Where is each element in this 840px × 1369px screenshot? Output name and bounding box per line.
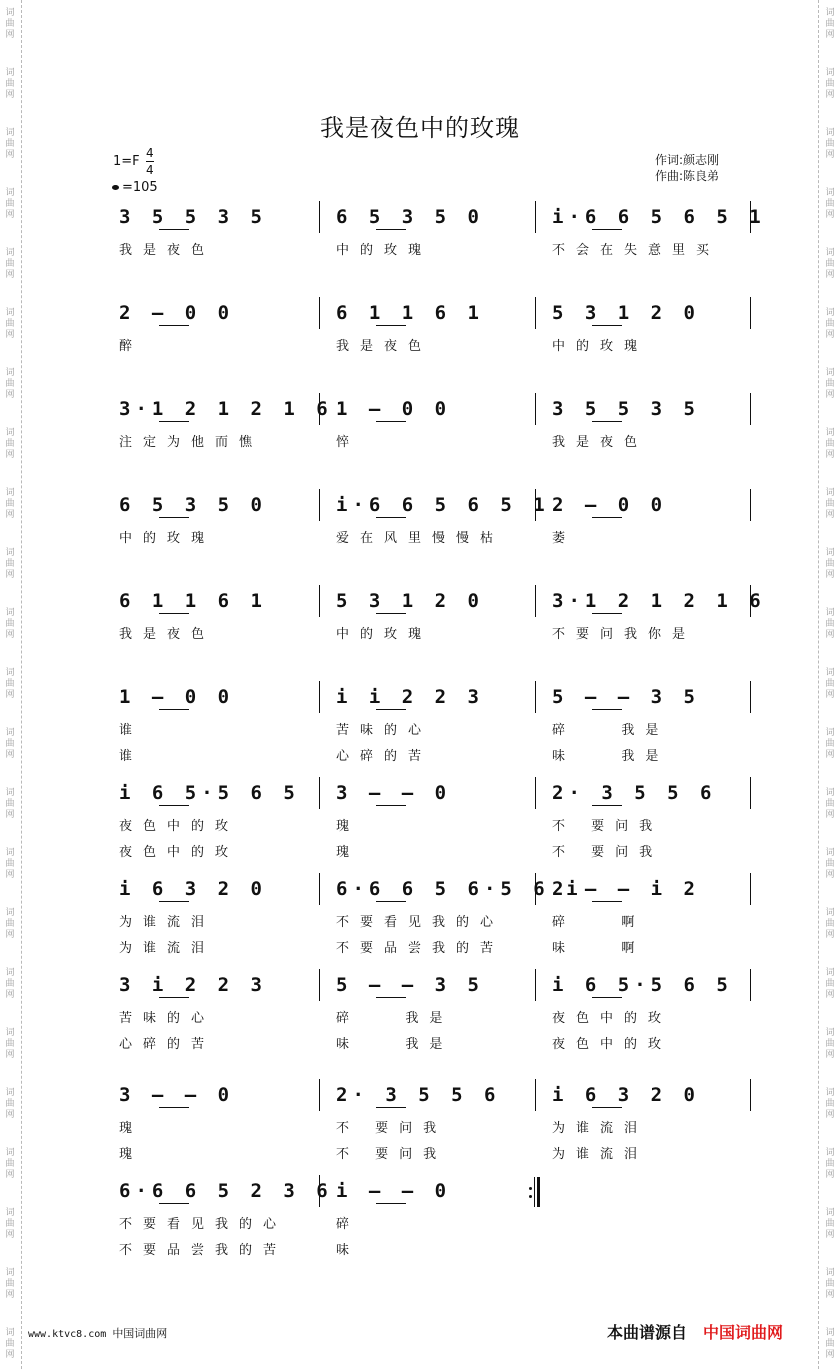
barline — [319, 681, 320, 713]
measure-notes: 5 3 1 2 0 — [552, 302, 700, 324]
lyric-line-1: 夜色中的玫 — [119, 819, 240, 834]
watermark-text: 词曲网 — [825, 788, 835, 820]
watermark-text: 词曲网 — [825, 248, 835, 280]
lyric-line-1: 中的玫瑰 — [336, 243, 433, 258]
barline — [535, 681, 536, 713]
barline — [319, 585, 320, 617]
beam-underline — [376, 1203, 406, 1204]
measure-notes: i 6 3 2 0 — [552, 1084, 700, 1106]
lyric-line-1: 碎 我是 — [552, 723, 670, 738]
measure-notes: 6 5 3 5 0 — [119, 494, 267, 516]
watermark-text: 词曲网 — [5, 1028, 15, 1060]
measure-notes: 6 1 1 6 1 — [336, 302, 484, 324]
beam-underline — [376, 709, 406, 710]
lyric-line-1: 夜色中的玫 — [552, 1011, 673, 1026]
tempo-marking — [112, 180, 158, 195]
measure-notes: i — — 0 — [336, 1180, 452, 1202]
watermark-text: 词曲网 — [825, 1208, 835, 1240]
measure-notes: 3 — — 0 — [336, 782, 452, 804]
beam-underline — [159, 421, 189, 422]
barline — [319, 489, 320, 521]
watermark-text: 词曲网 — [825, 188, 835, 220]
watermark-text: 词曲网 — [825, 308, 835, 340]
beam-underline — [592, 709, 622, 710]
measure-notes: 3·1 2 1 2 1 6 — [552, 590, 766, 612]
lyric-line-1: 瑰 — [119, 1121, 144, 1136]
lyric-line-2: 不要品尝我的苦 — [119, 1243, 288, 1258]
watermark-text: 词曲网 — [825, 608, 835, 640]
watermark-text: 词曲网 — [5, 8, 15, 40]
barline — [535, 489, 536, 521]
measure-notes: 6 5 3 5 0 — [336, 206, 484, 228]
watermark-text: 词曲网 — [5, 188, 15, 220]
barline — [750, 393, 751, 425]
watermark-text: 词曲网 — [5, 728, 15, 760]
lyric-line-1: 我是夜色 — [552, 435, 649, 450]
footer-brand: 中国词曲网 — [703, 1323, 784, 1342]
beam-underline — [376, 901, 406, 902]
meter-bottom: 4 — [146, 163, 154, 177]
repeat-end-barline — [529, 1177, 539, 1207]
beam-underline — [592, 997, 622, 998]
measure-notes: 3 i 2 2 3 — [119, 974, 267, 996]
watermark-text: 词曲网 — [5, 1208, 15, 1240]
measure-notes: 5 — — 3 5 — [336, 974, 484, 996]
barline — [535, 969, 536, 1001]
measure-notes: 2 — 0 0 — [552, 494, 668, 516]
beam-underline — [159, 1107, 189, 1108]
barline — [535, 297, 536, 329]
beam-underline — [159, 325, 189, 326]
lyric-line-1: 碎 — [336, 1217, 361, 1232]
measure-notes: i·6 6 5 6 5 1 — [552, 206, 766, 228]
lyric-line-1: 为谁流泪 — [552, 1121, 649, 1136]
barline — [750, 681, 751, 713]
beam-underline — [376, 229, 406, 230]
beam-underline — [592, 325, 622, 326]
song-title: 我是夜色中的玫瑰 — [320, 114, 520, 142]
lyric-line-1: 中的玫瑰 — [336, 627, 433, 642]
footer-source — [607, 1320, 783, 1343]
barline — [750, 969, 751, 1001]
watermark-text: 词曲网 — [5, 308, 15, 340]
measure-notes: i 6 5·5 6 5 — [552, 974, 733, 996]
beam-underline — [376, 805, 406, 806]
watermark-text: 词曲网 — [5, 428, 15, 460]
barline — [319, 297, 320, 329]
watermark-text: 词曲网 — [825, 1328, 835, 1360]
watermark-text: 词曲网 — [825, 8, 835, 40]
lyric-line-2: 瑰 — [119, 1147, 144, 1162]
barline — [319, 873, 320, 905]
measure-notes: i 6 3 2 0 — [119, 878, 267, 900]
beam-underline — [376, 421, 406, 422]
beam-underline — [376, 1107, 406, 1108]
beam-underline — [592, 229, 622, 230]
watermark-text: 词曲网 — [5, 1088, 15, 1120]
beam-underline — [159, 229, 189, 230]
watermark-text: 词曲网 — [825, 368, 835, 400]
lyric-line-1: 苦味的心 — [336, 723, 433, 738]
barline — [535, 873, 536, 905]
footer-site-info — [28, 1325, 167, 1341]
meter-top: 4 — [146, 146, 154, 160]
lyric-line-1: 不要看见我的心 — [119, 1217, 288, 1232]
lyric-line-1: 谁 — [119, 723, 144, 738]
measure-notes: 2· 3 5 5 6 — [336, 1084, 501, 1106]
watermark-text: 词曲网 — [5, 248, 15, 280]
key-signature: 1=F — [113, 154, 140, 169]
footer-source-label: 本曲谱源自 — [607, 1323, 688, 1342]
lyric-line-1: 不 要问我 — [336, 1121, 448, 1136]
measure-notes: 3 — — 0 — [119, 1084, 235, 1106]
lyric-line-2: 不 要问我 — [552, 845, 664, 860]
footer-url: www.ktvc8.com — [28, 1329, 107, 1340]
right-watermark-strip — [818, 0, 840, 1369]
lyric-line-2: 味 我是 — [336, 1037, 454, 1052]
lyric-line-1: 不要问我你是 — [552, 627, 697, 642]
measure-notes: 2· 3 5 5 6 — [552, 782, 717, 804]
watermark-text: 词曲网 — [825, 908, 835, 940]
watermark-text: 词曲网 — [825, 548, 835, 580]
measure-notes: 6 1 1 6 1 — [119, 590, 267, 612]
lyric-line-2: 味 啊 — [552, 941, 646, 956]
composer: 作曲:陈良弟 — [655, 169, 720, 183]
barline — [535, 1079, 536, 1111]
watermark-text: 词曲网 — [825, 1028, 835, 1060]
beam-underline — [592, 421, 622, 422]
watermark-text: 词曲网 — [825, 1088, 835, 1120]
lyric-line-1: 瑰 — [336, 819, 361, 834]
lyric-line-1: 注定为他而憔 — [119, 435, 264, 450]
quarter-note-icon — [112, 185, 119, 190]
barline — [319, 1175, 320, 1207]
lyric-line-1: 萎 — [552, 531, 577, 546]
lyric-line-1: 醉 — [119, 339, 144, 354]
beam-underline — [376, 325, 406, 326]
lyric-line-1: 我是夜色 — [119, 243, 216, 258]
barline — [535, 777, 536, 809]
measure-notes: 6·6 6 5 2 3 6 — [119, 1180, 333, 1202]
measure-notes: 1 — 0 0 — [336, 398, 452, 420]
lyric-line-2: 不 要问我 — [336, 1147, 448, 1162]
barline — [750, 873, 751, 905]
measure-notes: 3·1 2 1 2 1 6 — [119, 398, 333, 420]
watermark-text: 词曲网 — [825, 1268, 835, 1300]
footer-site-name: 中国词曲网 — [112, 1327, 168, 1340]
measure-notes: i·6 6 5 6 5 1 — [336, 494, 550, 516]
watermark-text: 词曲网 — [5, 68, 15, 100]
measure-notes: i i 2 2 3 — [336, 686, 484, 708]
barline — [750, 1079, 751, 1111]
lyric-line-1: 不 要问我 — [552, 819, 664, 834]
watermark-text: 词曲网 — [5, 848, 15, 880]
beam-underline — [159, 517, 189, 518]
lyric-line-2: 谁 — [119, 749, 144, 764]
lyricist: 作词:颜志刚 — [655, 153, 720, 167]
watermark-text: 词曲网 — [825, 848, 835, 880]
lyric-line-2: 为谁流泪 — [552, 1147, 649, 1162]
lyric-line-2: 不要品尝我的苦 — [336, 941, 505, 956]
beam-underline — [159, 997, 189, 998]
measure-notes: 2 — 0 0 — [119, 302, 235, 324]
lyric-line-2: 心碎的苦 — [119, 1037, 216, 1052]
lyric-line-1: 不要看见我的心 — [336, 915, 505, 930]
beam-underline — [376, 613, 406, 614]
watermark-text: 词曲网 — [5, 548, 15, 580]
lyric-line-1: 为谁流泪 — [119, 915, 216, 930]
watermark-text: 词曲网 — [825, 728, 835, 760]
watermark-text: 词曲网 — [5, 488, 15, 520]
measure-notes: 1 — 0 0 — [119, 686, 235, 708]
barline — [535, 585, 536, 617]
beam-underline — [376, 517, 406, 518]
barline — [319, 393, 320, 425]
barline — [319, 1079, 320, 1111]
barline — [750, 777, 751, 809]
beam-underline — [592, 517, 622, 518]
lyric-line-1: 碎 我是 — [336, 1011, 454, 1026]
watermark-text: 词曲网 — [5, 1328, 15, 1360]
watermark-text: 词曲网 — [5, 128, 15, 160]
beam-underline — [159, 1203, 189, 1204]
barline — [535, 201, 536, 233]
measure-notes: 5 — — 3 5 — [552, 686, 700, 708]
measure-notes: 2 — — i 2 — [552, 878, 700, 900]
beam-underline — [592, 901, 622, 902]
watermark-text: 词曲网 — [825, 128, 835, 160]
beam-underline — [376, 997, 406, 998]
watermark-text: 词曲网 — [5, 368, 15, 400]
measure-notes: 3 5 5 3 5 — [119, 206, 267, 228]
lyric-line-2: 心碎的苦 — [336, 749, 433, 764]
measure-notes: 3 5 5 3 5 — [552, 398, 700, 420]
barline — [750, 489, 751, 521]
watermark-text: 词曲网 — [5, 1268, 15, 1300]
measure-notes: i 6 5·5 6 5 — [119, 782, 300, 804]
beam-underline — [159, 613, 189, 614]
lyric-line-1: 碎 啊 — [552, 915, 646, 930]
watermark-text: 词曲网 — [825, 428, 835, 460]
barline — [750, 297, 751, 329]
beam-underline — [159, 901, 189, 902]
measure-notes: 6·6 6 5 6·5 6 i — [336, 878, 583, 900]
lyric-line-1: 悴 — [336, 435, 361, 450]
watermark-text: 词曲网 — [5, 608, 15, 640]
barline — [535, 393, 536, 425]
watermark-text: 词曲网 — [5, 968, 15, 1000]
lyric-line-1: 中的玫瑰 — [119, 531, 216, 546]
watermark-text: 词曲网 — [5, 1148, 15, 1180]
watermark-text: 词曲网 — [825, 968, 835, 1000]
lyric-line-1: 我是夜色 — [119, 627, 216, 642]
left-watermark-strip — [0, 0, 22, 1369]
watermark-text: 词曲网 — [5, 668, 15, 700]
watermark-text: 词曲网 — [825, 668, 835, 700]
tempo-value: =105 — [122, 180, 158, 195]
lyric-line-1: 苦味的心 — [119, 1011, 216, 1026]
watermark-text: 词曲网 — [825, 488, 835, 520]
watermark-text: 词曲网 — [825, 1148, 835, 1180]
beam-underline — [592, 805, 622, 806]
barline — [319, 777, 320, 809]
barline — [319, 201, 320, 233]
lyric-line-2: 夜色中的玫 — [119, 845, 240, 860]
beam-underline — [159, 709, 189, 710]
beam-underline — [159, 805, 189, 806]
lyric-line-1: 爱在风里慢慢枯 — [336, 531, 505, 546]
lyric-line-1: 我是夜色 — [336, 339, 433, 354]
barline — [750, 585, 751, 617]
beam-underline — [592, 1107, 622, 1108]
lyric-line-1: 中的玫瑰 — [552, 339, 649, 354]
lyric-line-2: 味 — [336, 1243, 361, 1258]
lyric-line-1: 不会在失意里买 — [552, 243, 721, 258]
lyric-line-2: 为谁流泪 — [119, 941, 216, 956]
lyric-line-2: 夜色中的玫 — [552, 1037, 673, 1052]
watermark-text: 词曲网 — [5, 788, 15, 820]
time-signature — [146, 146, 154, 177]
lyric-line-2: 瑰 — [336, 845, 361, 860]
barline — [319, 969, 320, 1001]
lyric-line-2: 味 我是 — [552, 749, 670, 764]
credits — [655, 152, 719, 184]
watermark-text: 词曲网 — [5, 908, 15, 940]
measure-notes: 5 3 1 2 0 — [336, 590, 484, 612]
watermark-text: 词曲网 — [825, 68, 835, 100]
barline — [750, 201, 751, 233]
beam-underline — [592, 613, 622, 614]
